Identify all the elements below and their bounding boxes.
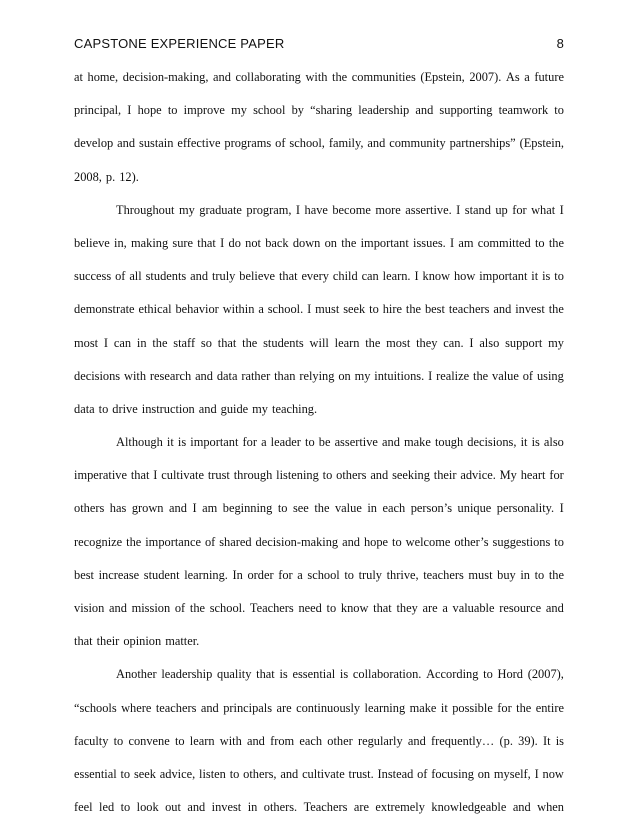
- text-line: vision and mission of the school. Teachers need to know that they are a valuable resource and: [74, 601, 564, 615]
- text-line: decisions with research and data rather than relying on my intuitions. I realize the value of using: [74, 368, 564, 383]
- text-line: develop and sustain effective programs of school, family, and community partnerships” (Epstein,: [74, 136, 564, 151]
- text-line: recognize the importance of shared decision-making and hope to welcome other’s suggestions to: [74, 534, 564, 549]
- text-line: Although it is important for a leader to be assertive and make tough decisions, it is also: [116, 435, 564, 450]
- body-text: [74, 69, 564, 832]
- text-line: data to drive instruction and guide my teaching.: [74, 401, 318, 416]
- text-line: demonstrate ethical behavior within a school. I must seek to hire the best teachers and invest the: [74, 302, 564, 317]
- text-line: that their opinion matter.: [74, 634, 200, 649]
- text-line: success of all students and truly believe that every child can learn. I know how important it is to: [74, 269, 564, 284]
- running-title: CAPSTONE EXPERIENCE PAPER: [74, 36, 285, 51]
- text-line: at home, decision-making, and collaborating with the communities (Epstein, 2007). As a future: [74, 70, 564, 84]
- page-number: 8: [556, 36, 564, 51]
- text-line: Throughout my graduate program, I have become more assertive. I stand up for what I: [116, 202, 564, 217]
- text-line: 2008, p. 12).: [74, 169, 139, 184]
- text-line: essential to seek advice, listen to others, and cultivate trust. Instead of focusing on myself, I now: [74, 766, 564, 781]
- text-line: believe in, making sure that I do not back down on the important issues. I am committed to the: [74, 235, 564, 250]
- text-line: best increase student learning. In order for a school to truly thrive, teachers must buy in to the: [74, 567, 564, 582]
- text-line: Another leadership quality that is essential is collaboration. According to Hord (2007),: [116, 667, 564, 682]
- text-line: most I can in the staff so that the students will learn the most they can. I also support my: [74, 335, 564, 350]
- text-line: imperative that I cultivate trust through listening to others and seeking their advice. My heart for: [74, 468, 564, 483]
- text-line: others has grown and I am beginning to see the value in each person’s unique personality. I: [74, 501, 564, 516]
- running-header: [74, 36, 564, 56]
- text-line: “schools where teachers and principals are continuously learning make it possible for the entire: [74, 700, 564, 715]
- text-line: feel led to look out and invest in others. Teachers are extremely knowledgeable and when: [74, 800, 564, 815]
- text-line: faculty to convene to learn with and from each other regularly and frequently… (p. 39). It is: [74, 733, 564, 748]
- text-line: principal, I hope to improve my school by “sharing leadership and supporting teamwork to: [74, 103, 564, 118]
